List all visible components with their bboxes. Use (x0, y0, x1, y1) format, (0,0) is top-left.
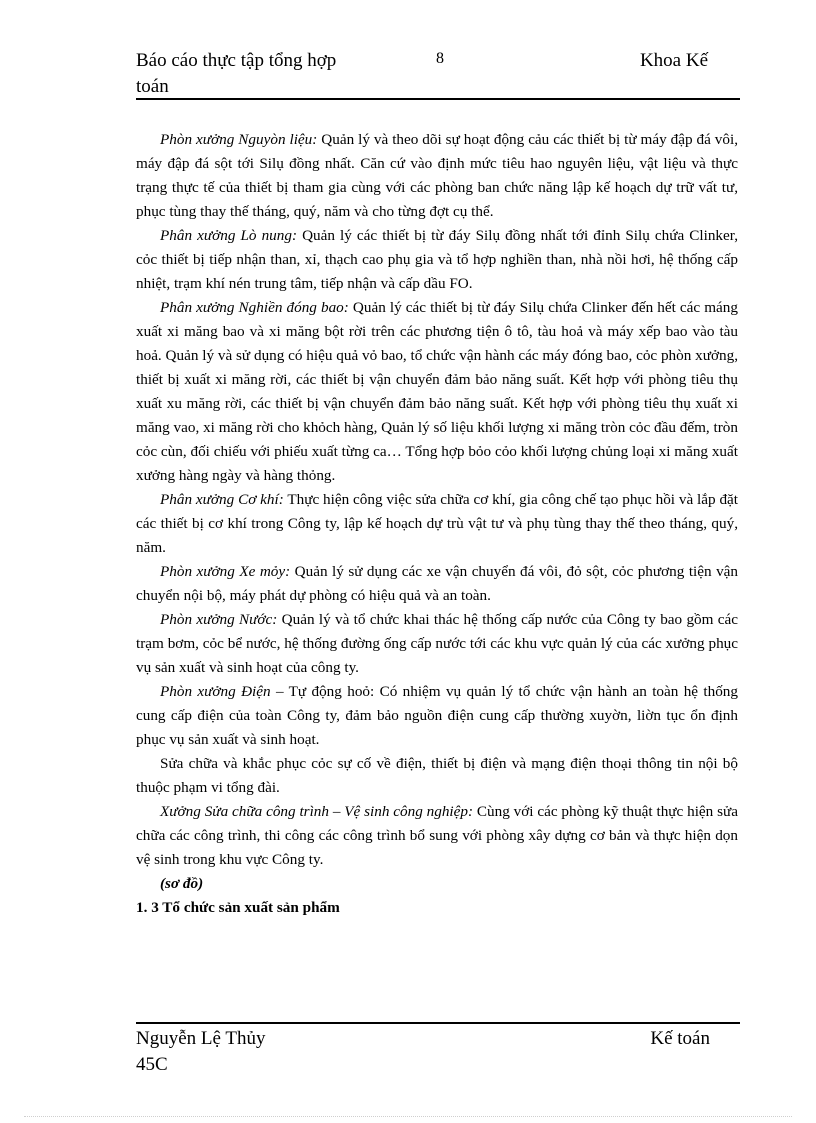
author-name (136, 1026, 336, 1078)
footer-rule (136, 1022, 740, 1024)
major-label: Kế toán (650, 1028, 710, 1049)
paragraph-lead: Phân xưởng Cơ khí: (160, 491, 284, 508)
paragraph-lead: Phân xưởng Lò nung: (160, 227, 298, 244)
author-name-line1: Nguyễn Lệ Thủy (136, 1028, 266, 1049)
paragraph-lead: Xưởng Sửa chữa công trình – Vệ sinh công nghiệp: (160, 803, 474, 820)
paragraph-lead: Phòn xưởng Xe mỏy: (160, 563, 291, 580)
paragraph-text: Sửa chữa và khắc phục cỏc sự cố về điện, thiết bị điện và mạng điện thoại thông tin nội bộ thuộc phạm vi tổng đài. (136, 755, 738, 796)
diagram-placeholder: (sơ đồ) (160, 875, 204, 892)
department-label: Khoa Kế (639, 50, 708, 71)
paragraph-text: – Tự động hoỏ: Có nhiệm vụ quản lý tổ chức vận hành an toàn hệ thống cung cấp điện của toàn Công ty, đảm bảo nguồn điện cung cấp thường xuyờn, liờn tục ổn định phục vụ sản xuất và sinh hoạt. (136, 683, 738, 748)
report-title-line1: Báo cáo thực tập tổng hợp (136, 50, 337, 71)
paragraph (136, 560, 738, 608)
paragraph-text: Thực hiện công việc sửa chữa cơ khí, gia công chế tạo phục hồi và lắp đặt các thiết bị cơ khí trong Công ty, lập kế hoạch dự trù vật tư và phụ tùng thay thế theo tháng, quý, năm. (136, 491, 738, 556)
page-edge-divider (24, 1116, 792, 1117)
paragraph-lead: Phòn xưởng Điện (160, 683, 271, 700)
page-number: 8 (436, 50, 444, 67)
paragraph-lead: Phòn xưởng Nước: (160, 611, 278, 628)
paragraph (136, 296, 738, 488)
paragraph-lead: Phân xưởng Nghiền đóng bao: (160, 299, 349, 316)
paragraph-text: Quản lý và tổ chức khai thác hệ thống cấp nước của Công ty bao gồm các trạm bơm, cỏc bể nước, hệ thống đường ống cấp nước tới các khu vực quản lý của các xưởng phục vụ sản xuất và sinh hoạt của công ty. (136, 611, 738, 676)
paragraph-lead: Phòn xưởng Nguyòn liệu: (160, 131, 318, 148)
paragraph (136, 800, 738, 872)
paragraph-text: Quản lý và theo dõi sự hoạt động cảu các thiết bị từ máy đập đá vôi, máy đập đá sột tới Silụ đồng nhất. Căn cứ vào định mức tiêu hao nguyên liệu, vật liệu và thực trạng thực tế của thiết bị tham gia cùng với các phòng ban chức năng lập kế hoạch dự trữ vất tư, phục tùng thay thế tháng, quý, năm và cho từng đợt cụ thể. (136, 131, 739, 220)
header-rule (136, 98, 740, 100)
paragraph (136, 224, 738, 296)
section-heading: 1. 3 Tổ chức sản xuất sản phẩm (136, 899, 340, 916)
report-title-line2: toán (136, 76, 169, 97)
paragraph-text: Cùng với các phòng kỹ thuật thực hiện sửa chữa các công trình, thi công các công trình bổ sung với phòng xây dựng cơ bản và thực hiện dọn vệ sinh trong khu vực Công ty. (136, 803, 738, 868)
page-header (136, 48, 740, 100)
paragraph (136, 752, 738, 800)
report-title (136, 48, 376, 100)
author-class: 45C (136, 1054, 168, 1075)
paragraph-text: Quản lý các thiết bị từ đáy Silụ đồng nhất tới đỉnh Silụ chứa Clinker, cỏc thiết bị tiếp nhận than, xỉ, thạch cao phụ gia và tổ hợp nghiền than, nhà nồi hơi, hệ thống cấp nhiệt, trạm khí nén trung tâm, tiếp nhận và cấp dầu FO. (136, 227, 739, 292)
paragraph (136, 608, 738, 680)
document-body (136, 128, 738, 920)
paragraph (136, 488, 738, 560)
paragraph-text: Quản lý sử dụng các xe vận chuyển đá vôi, đỏ sột, cỏc phương tiện vận chuyển nội bộ, máy phát dự phòng có hiệu quả và an toàn. (136, 563, 738, 604)
paragraph (136, 128, 738, 224)
paragraph-text: Quản lý các thiết bị từ đáy Silụ chứa Clinker đến hết các máng xuất xi măng bao và xi măng bột rời trên các phương tiện ô tô, tàu hoả và máy xếp bao vào tàu hoả. Quản lý và sử dụng có hiệu quả vỏ bao, tổ chức vận hành các máy đóng bao, cỏc phòn xưởng, thiết bị xuất xi măng rời, các thiết bị vận chuyển đảm bảo năng suất. Kết hợp với phòng tiêu thụ xuất xu măng rời, các thiết bị vận chuyển đảm bảo năng suất. Kết hợp với phòng tiêu thụ xuất xi măng vao, xi măng rời cho khỏch hàng, Quản lý số liệu khối lượng xi măng tròn cỏc đầu đếm, tròn cỏc cùn, đối chiếu với phiếu xuất từng ca… Tổng hợp bỏo cỏo khối lượng chủng loại xi măng xuất xưởng hàng ngày và hàng thỏng. (136, 299, 738, 484)
paragraph (136, 680, 738, 752)
